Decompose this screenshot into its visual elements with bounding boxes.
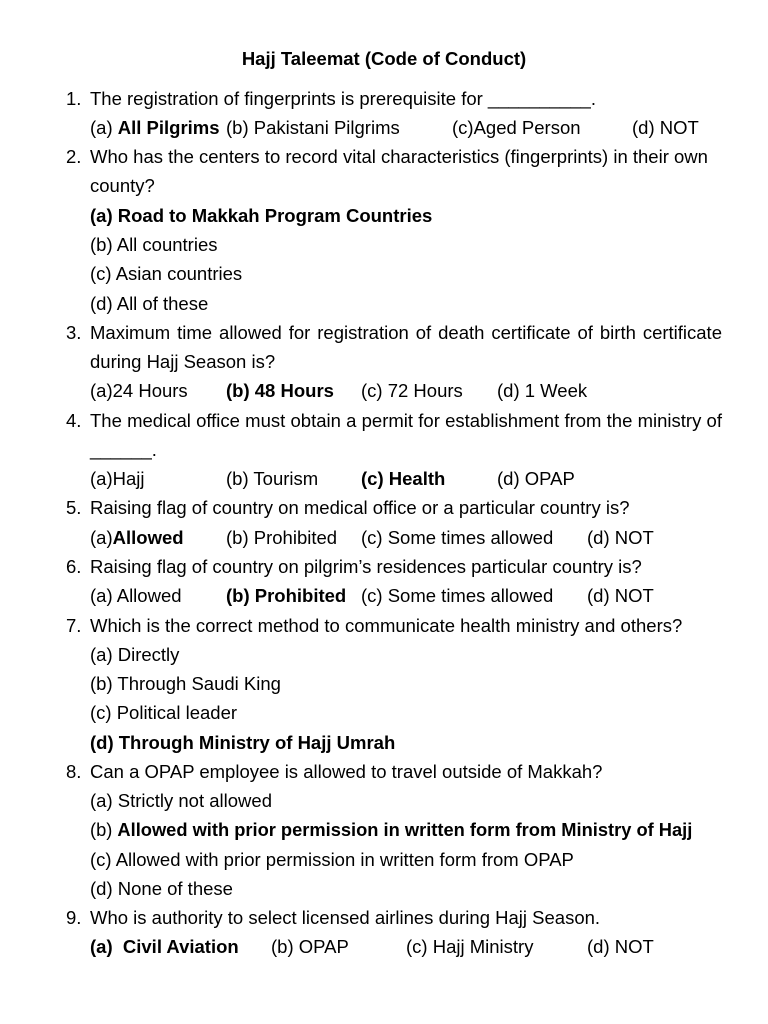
question-number: 9. [66, 907, 82, 928]
option-d: (d) OPAP [497, 468, 575, 489]
correct-answer: All Pilgrims [117, 117, 220, 138]
option-a: (a)Hajj [90, 468, 145, 489]
option-d: (d) NOT [587, 936, 654, 957]
option-b: (b) All countries [90, 234, 218, 255]
question-9 [66, 903, 722, 932]
question-number: 5. [66, 497, 82, 518]
question-text: The medical office must obtain a permit for establishment from the ministry of ______. [90, 410, 722, 461]
question-3 [66, 318, 722, 377]
option-d: (d) NOT [587, 585, 654, 606]
option-c-correct: (c) Health [361, 468, 446, 489]
option-c: (c) Political leader [90, 702, 238, 723]
option-a: (a) Allowed [90, 585, 182, 606]
question-text: Maximum time allowed for registration of death certificate of birth certificate during Hajj Season is? [90, 322, 722, 373]
option-a-correct: (a) Civil Aviation [90, 936, 239, 957]
question-1 [66, 84, 722, 113]
option-a: (a) Strictly not allowed [90, 790, 272, 811]
option-b: (b) Prohibited [226, 527, 338, 548]
option-c: (c) Some times allowed [361, 527, 554, 548]
option-prefix: (b) [90, 819, 118, 840]
option-c: (c)Aged Person [452, 117, 581, 138]
question-text: Who has the centers to record vital characteristics (fingerprints) in their own county? [90, 146, 708, 197]
question-number: 7. [66, 615, 82, 636]
option-d: (d) 1 Week [497, 380, 588, 401]
option-a: (a) Directly [90, 644, 180, 665]
option-prefix: (a) [90, 527, 113, 548]
option-c: (c) 72 Hours [361, 380, 463, 401]
option-b: (b) Pakistani Pilgrims [226, 117, 400, 138]
page-title: Hajj Taleemat (Code of Conduct) [241, 48, 527, 69]
option-c: (c) Some times allowed [361, 585, 554, 606]
option-b: (b) Through Saudi King [90, 673, 281, 694]
option-c: (c) Hajj Ministry [406, 936, 534, 957]
option-a: (a)24 Hours [90, 380, 188, 401]
option-d: (d) None of these [90, 878, 233, 899]
option-d-correct: (d) Through Ministry of Hajj Umrah [90, 732, 396, 753]
question-number: 2. [66, 146, 82, 167]
option-b-correct: (b) Prohibited [226, 585, 347, 606]
option-d: (d) All of these [90, 293, 209, 314]
question-6 [66, 552, 722, 581]
option-a [90, 523, 184, 552]
question-number: 3. [66, 322, 82, 343]
option-c: (c) Asian countries [90, 263, 243, 284]
question-text: Which is the correct method to communicate health ministry and others? [90, 615, 683, 636]
option-c: (c) Allowed with prior permission in written form from OPAP [90, 849, 574, 870]
question-text: Who is authority to select licensed airlines during Hajj Season. [90, 907, 601, 928]
question-8 [66, 757, 722, 786]
question-text: Raising flag of country on medical office or a particular country is? [90, 497, 630, 518]
question-7 [66, 611, 722, 640]
option-d: (d) NOT [587, 527, 654, 548]
option-b [90, 815, 692, 844]
option-prefix: (a) [90, 117, 118, 138]
question-5 [66, 493, 722, 522]
option-d: (d) NOT [632, 117, 699, 138]
correct-answer: Allowed [112, 527, 184, 548]
question-2 [66, 142, 722, 201]
option-a-correct: (a) Road to Makkah Program Countries [90, 205, 433, 226]
option-b-correct: (b) 48 Hours [226, 380, 334, 401]
option-b: (b) Tourism [226, 468, 319, 489]
question-text: The registration of fingerprints is prerequisite for __________. [90, 88, 596, 109]
question-4 [66, 406, 722, 465]
option-a [90, 113, 220, 142]
question-number: 8. [66, 761, 82, 782]
option-b: (b) OPAP [271, 936, 349, 957]
correct-answer: Allowed with prior permission in written form from Ministry of Hajj [117, 819, 693, 840]
question-number: 6. [66, 556, 82, 577]
question-number: 1. [66, 88, 82, 109]
question-text: Raising flag of country on pilgrim’s residences particular country is? [90, 556, 642, 577]
question-text: Can a OPAP employee is allowed to travel outside of Makkah? [90, 761, 603, 782]
question-number: 4. [66, 410, 82, 431]
